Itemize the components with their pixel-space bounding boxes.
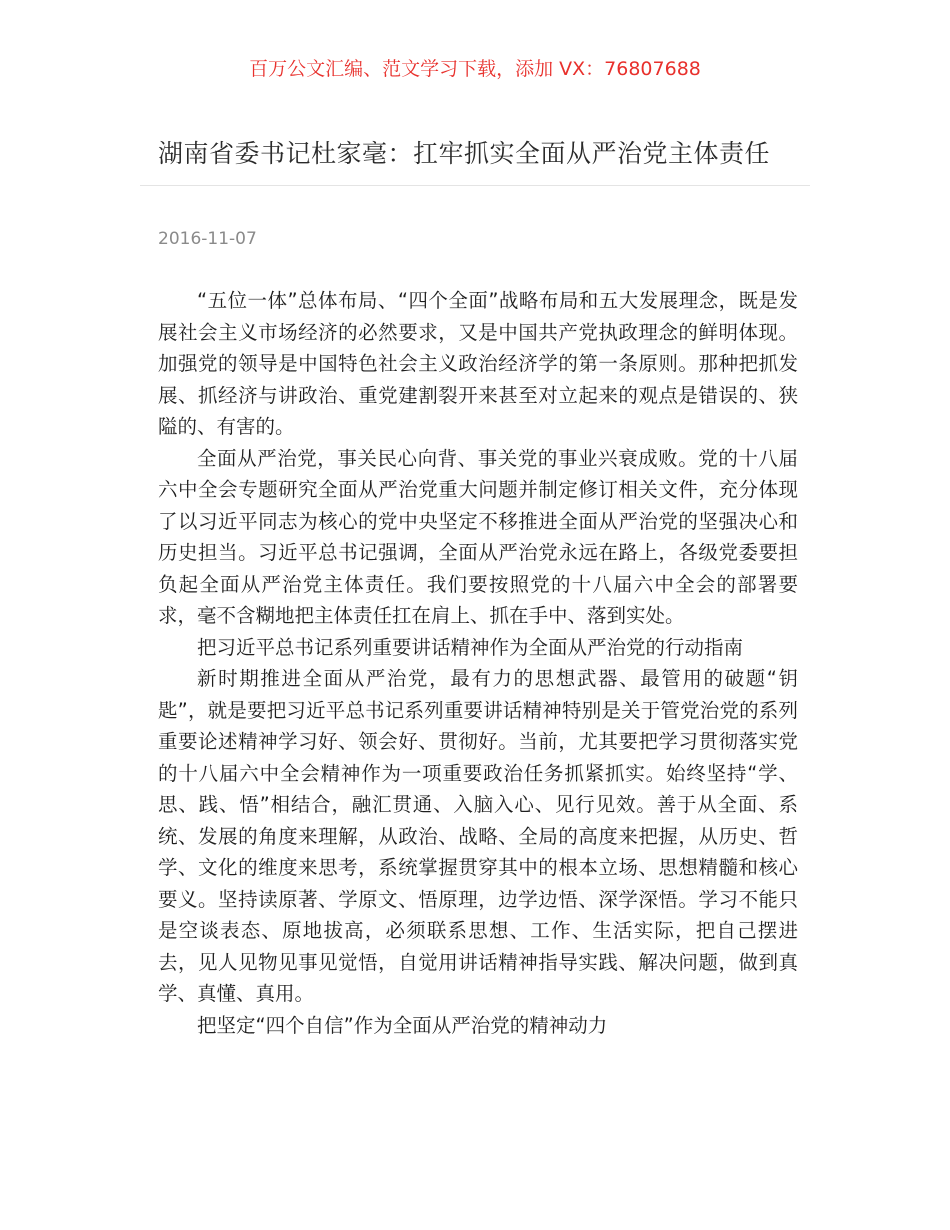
article-paragraph: 全面从严治党，事关民心向背、事关党的事业兴衰成败。党的十八届六中全会专题研究全面从严治党重大问题并制定修订相关文件，充分体现了以习近平同志为核心的党中央坚定不移推进全面从严治党的坚强决心和历史担当。习近平总书记强调，全面从严治党永远在路上，各级党委要担负起全面从严治党主体责任。我们要按照党的十八届六中全会的部署要求，毫不含糊地把主体责任扛在肩上、抓在手中、落到实处。 [158,446,798,627]
promo-banner: 百万公文汇编、范文学习下载，添加 VX：76807688 [249,58,701,80]
article-paragraph: 新时期推进全面从严治党，最有力的思想武器、最管用的破题“钥匙”，就是要把习近平总书记系列重要讲话精神特别是关于管党治党的系列重要论述精神学习好、领会好、贯彻好。当前，尤其要把学习贯彻落实党的十八届六中全会精神作为一项重要政治任务抓紧抓实。始终坚持“学、思、践、悟”相结合，融汇贯通、入脑入心、见行见效。善于从全面、系统、发展的角度来理解，从政治、战略、全局的高度来把握，从历史、哲学、文化的维度来思考，系统掌握贯穿其中的根本立场、思想精髓和核心要义。坚持读原著、学原文、悟原理，边学边悟、深学深悟。学习不能只是空谈表态、原地拔高，必须联系思想、工作、生活实际，把自己摆进去，见人见物见事见觉悟，自觉用讲话精神指导实践、解决问题，做到真学、真懂、真用。 [158,667,798,1005]
section-heading: 把坚定“四个自信”作为全面从严治党的精神动力 [197,1013,608,1037]
article-title: 湖南省委书记杜家毫：扛牢抓实全面从严治党主体责任 [158,139,771,168]
title-divider [140,185,810,186]
section-heading: 把习近平总书记系列重要讲话精神作为全面从严治党的行动指南 [197,635,744,659]
publish-date: 2016-11-07 [158,229,257,249]
article-body [158,285,798,1041]
article-paragraph: “五位一体”总体布局、“四个全面”战略布局和五大发展理念，既是发展社会主义市场经济的必然要求，又是中国共产党执政理念的鲜明体现。加强党的领导是中国特色社会主义政治经济学的第一条原则。那种把抓发展、抓经济与讲政治、重党建割裂开来甚至对立起来的观点是错误的、狭隘的、有害的。 [158,289,798,438]
